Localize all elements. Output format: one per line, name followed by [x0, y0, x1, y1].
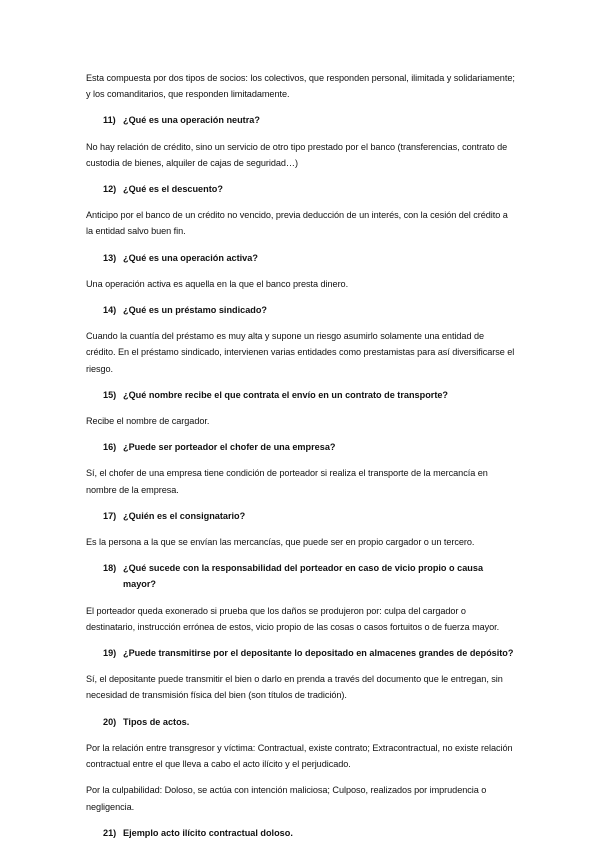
question-heading	[86, 181, 516, 197]
question-number: 15)	[103, 389, 117, 400]
question-text: ¿Qué sucede con la responsabilidad del porteador en caso de vicio propio o causa mayor?	[123, 563, 484, 590]
answer-paragraph: El porteador queda exonerado si prueba que los daños se produjeron por: culpa del cargador o destinatario, instrucción errónea de estos, vicio propio de las cosas o casos fortuitos o de fuerza mayor.	[86, 605, 500, 632]
question-heading	[86, 302, 516, 318]
answer-paragraph: Por la culpabilidad: Doloso, se actúa con intención maliciosa; Culposo, realizados por imprudencia o negligencia.	[86, 785, 487, 812]
answer-paragraph: Es la persona a la que se envían las mercancías, que puede ser en propio cargador o un tercero.	[86, 537, 475, 548]
question-text: ¿Quién es el consignatario?	[123, 510, 246, 521]
question-number: 13)	[103, 252, 117, 263]
question-number: 11)	[103, 115, 116, 126]
question-number: 19)	[103, 648, 117, 659]
answer-paragraph: Anticipo por el banco de un crédito no vencido, previa deducción de un interés, con la cesión del crédito a la entidad salvo buen fin.	[86, 210, 508, 237]
question-number: 18)	[103, 563, 117, 574]
answer-paragraph: Recibe el nombre de cargador.	[86, 416, 210, 427]
question-number: 21)	[103, 827, 117, 838]
question-heading	[86, 560, 516, 592]
question-heading	[86, 387, 516, 403]
question-text: ¿Qué es un préstamo sindicado?	[123, 305, 267, 316]
question-heading	[86, 714, 516, 730]
answer-paragraph: No hay relación de crédito, sino un servicio de otro tipo prestado por el banco (transferencias, contrato de custodia de bienes, alquiler de cajas de seguridad…)	[86, 141, 508, 168]
question-heading	[86, 250, 516, 266]
question-text: Ejemplo acto ilícito contractual doloso.	[123, 827, 293, 838]
question-number: 14)	[103, 305, 117, 316]
answer-paragraph: Cuando la cuantía del préstamo es muy alta y supone un riesgo asumirlo solamente una entidad de crédito. En el préstamo sindicado, intervienen varias entidades como prestamistas para así diversificarse el riesgo.	[86, 331, 515, 374]
question-heading	[86, 508, 516, 524]
question-heading	[86, 112, 516, 128]
document-body	[86, 70, 516, 851]
question-heading	[86, 645, 516, 661]
question-number: 17)	[103, 510, 117, 521]
answer-paragraph: Esta compuesta por dos tipos de socios: los colectivos, que responden personal, ilimitada y solidariamente; y los comanditarios, que responden limitadamente.	[86, 73, 515, 100]
question-text: ¿Qué es una operación neutra?	[123, 115, 260, 126]
answer-paragraph: Sí, el depositante puede transmitir el bien o darlo en prenda a través del documento que le entregan, sin necesidad de transmisión física del bien (son títulos de tradición).	[86, 674, 503, 701]
question-text: ¿Qué es el descuento?	[123, 184, 223, 195]
question-text: ¿Puede transmitirse por el depositante lo depositado en almacenes grandes de depósito?	[123, 648, 514, 659]
question-number: 20)	[103, 716, 117, 727]
answer-paragraph: Por la relación entre transgresor y víctima: Contractual, existe contrato; Extracontractual, no existe relación contractual entre el que lleva a cabo el acto ilícito y el perjudicado.	[86, 742, 513, 770]
question-text: ¿Qué es una operación activa?	[123, 252, 258, 263]
question-text: ¿Qué nombre recibe el que contrata el envío en un contrato de transporte?	[123, 389, 449, 400]
question-heading	[86, 439, 516, 455]
question-text: ¿Puede ser porteador el chofer de una empresa?	[123, 442, 336, 453]
answer-paragraph: Una operación activa es aquella en la que el banco presta dinero.	[86, 278, 349, 289]
answer-paragraph: Sí, el chofer de una empresa tiene condición de porteador si realiza el transporte de la mercancía en nombre de la empresa.	[86, 468, 488, 495]
question-heading	[86, 825, 516, 841]
question-number: 12)	[103, 184, 117, 195]
question-text: Tipos de actos.	[123, 716, 190, 727]
question-number: 16)	[103, 442, 117, 453]
